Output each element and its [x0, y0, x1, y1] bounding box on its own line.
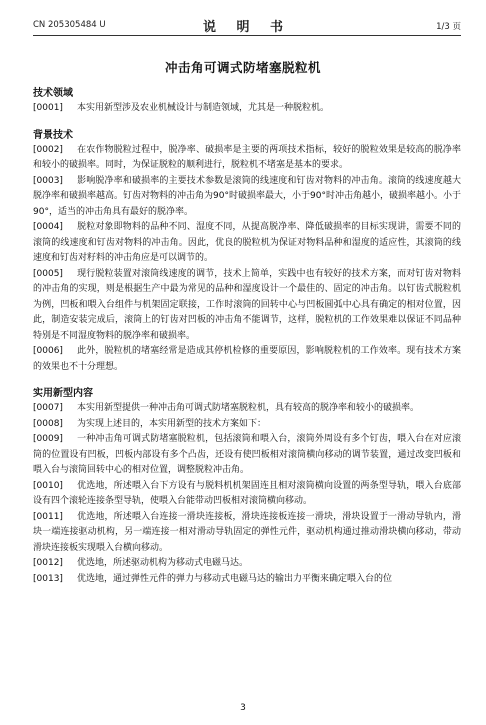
paragraph-number: [0012] [33, 558, 63, 568]
paragraph-number: [0004] [33, 222, 63, 232]
section-heading: 实用新型内容 [33, 388, 93, 399]
paragraph [33, 174, 461, 221]
paragraph-number: [0002] [33, 144, 63, 155]
page-number: 3 [240, 703, 246, 713]
paragraph-number: [0008] [33, 418, 63, 429]
paragraph [33, 267, 461, 345]
paragraph-number: [0010] [33, 480, 63, 491]
paragraph-number: [0001] [33, 103, 63, 113]
paragraph [33, 556, 461, 572]
document-body [33, 86, 461, 587]
paragraph-number: [0009] [33, 434, 63, 444]
paragraph [33, 401, 461, 417]
paragraph-text: 优选地，通过弹性元件的弹力与移动式电磁马达的输出力平衡来确定喂入台的位 [76, 573, 392, 584]
paragraph [33, 510, 461, 557]
paragraph-text: 优选地，所述喂入台下方设有与脱料机机架固连且相对滚筒横向设置的两条型导轨，喂入台底部设有四个滚轮连接条型导轨，使喂入台能带动凹板相对滚筒横向移动。 [33, 480, 461, 506]
document-type: 说 明 书 [202, 20, 292, 35]
paragraph [33, 432, 461, 479]
paragraph-text: 脱粒对象即物料的品种不同、湿度不同，从提高脱净率、降低破损率的目标实现讲，需要不同的滚筒的线速度和钉齿对物料的冲击角。因此，优良的脱粒机为保证对物料品种和湿度的适应性，其滚筒的线速度和钉齿对籽料的冲击角应是可以调节的。 [33, 222, 461, 263]
paragraph [33, 143, 461, 174]
paragraph-text: 本实用新型提供一种冲击角可调式防堵塞脱粒机，具有较高的脱净率和较小的破损率。 [76, 403, 419, 413]
paragraph-text: 为实现上述目的，本实用新型的技术方案如下： [76, 418, 266, 429]
paragraph-text: 此外，脱粒机的堵塞经常是造成其停机检修的重要原因，影响脱粒机的工作效率。现有技术方案的效果也不十分理想。 [33, 346, 461, 372]
paragraph-number: [0007] [33, 403, 63, 413]
section-heading: 背景技术 [33, 129, 73, 141]
paragraph [33, 479, 461, 510]
paragraph-number: [0003] [33, 175, 63, 186]
publication-number: CN 205305484 U [33, 20, 106, 30]
paragraph-text: 一种冲击角可调式防堵塞脱粒机，包括滚筒和喂入台，滚筒外周设有多个钉齿，喂入台在对应滚筒的位置设有凹板，凹板内部设有多个凸齿，还设有使凹板相对滚筒横向移动的调节装置，通过改变凹板和喂入台与滚筒回转中心的相对位置，调整脱粒冲击角。 [33, 434, 461, 475]
header-divider [33, 35, 461, 36]
paragraph-number: [0005] [33, 268, 63, 279]
paragraph-text: 优选地，所述驱动机构为移动式电磁马达。 [76, 558, 248, 568]
paragraph [33, 572, 461, 588]
paragraph [33, 417, 461, 433]
paragraph-text: 现行脱粒装置对滚筒线速度的调节，技术上简单，实践中也有较好的技术方案，而对钉齿对物料的冲击角的实现，则是根据生产中最为常见的品种和湿度设计一个最佳的、固定的冲击角。以钉齿式脱粒机为例，凹板和喂入台组件与机架固定联接，工作时滚筒的回转中心与凹板圆弧中心具有确定的相对位置，因此，制造安装完成后，滚筒上的钉齿对凹板的冲击角不能调节，这样，脱粒机的工作效果难以保证不同品种特别是不同湿度物料的脱净率和破损率。 [33, 268, 461, 341]
paragraph [33, 101, 461, 117]
paragraph-text: 优选地，所述喂入台连接一滑块连接板，滑块连接板连接一滑块，滑块设置于一滑动导轨内，滑块一端连接驱动机构，另一端连接一相对滑动导轨固定的弹性元件，驱动机构通过推动滑块横向移动，带动滑块连接板实现喂入台横向移动。 [33, 511, 461, 553]
page-header [33, 16, 461, 34]
paragraph-number: [0006] [33, 346, 63, 356]
paragraph [33, 344, 461, 375]
paragraph-number: [0013] [33, 573, 63, 584]
page-indicator: 1/3 页 [436, 22, 461, 32]
paragraph-text: 在农作物脱粒过程中，脱净率、破损率是主要的两项技术指标，较好的脱粒效果是较高的脱净率和较小的破损率。同时，为保证脱粒的顺利进行，脱粒机不堵塞是基本的要求。 [33, 144, 461, 170]
document-title: 冲击角可调式防堵塞脱粒机 [164, 60, 321, 75]
paragraph-text: 影响脱净率和破损率的主要技术参数是滚筒的线速度和钉齿对物料的冲击角。滚筒的线速度越大脱净率和破损率越高。钉齿对物料的冲击角为90°时破损率最大，小于90°时冲击角越小，破损率越小。小于90°，适当的冲击角具有最好的脱净率。 [33, 175, 461, 217]
paragraph-text: 本实用新型涉及农业机械设计与制造领域，尤其是一种脱粒机。 [76, 103, 329, 113]
section-heading: 技术领域 [33, 88, 73, 99]
paragraph [33, 220, 461, 267]
paragraph-number: [0011] [33, 511, 63, 522]
